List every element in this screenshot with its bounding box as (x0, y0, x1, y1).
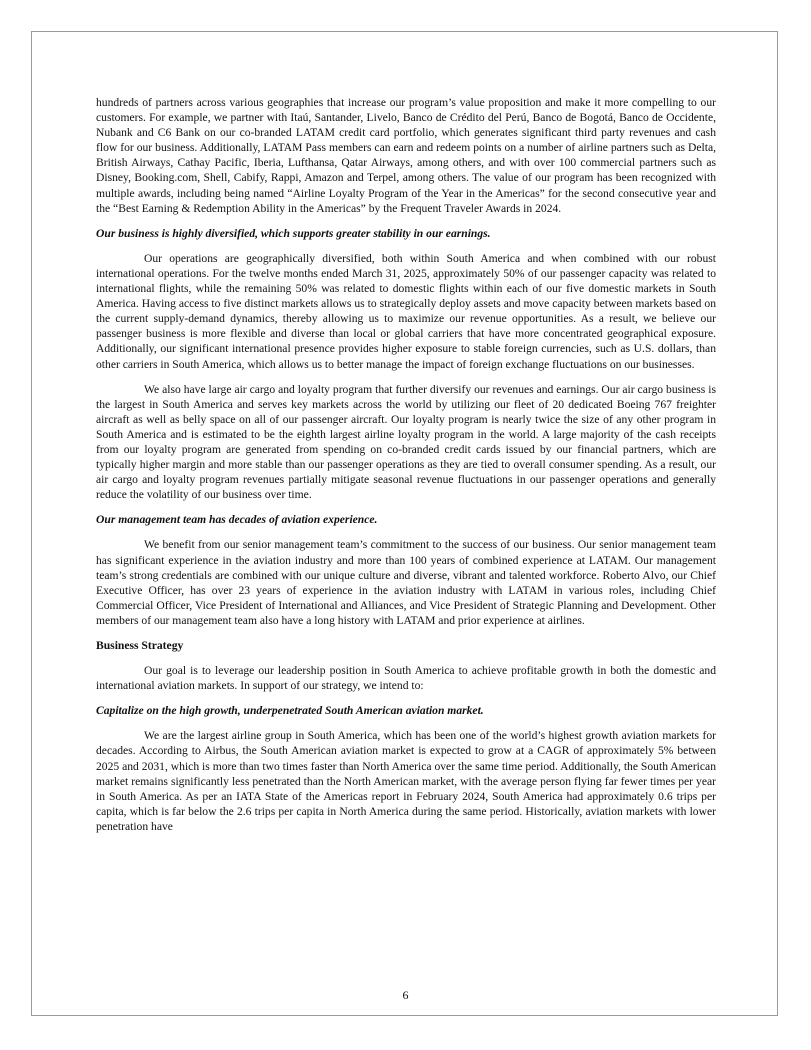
paragraph-cargo-loyalty: We also have large air cargo and loyalty program that further diversify our revenues and earnings. Our air cargo business is the largest in South America and serves key markets across the world by utilizing our fleet of 20 dedicated Boeing 767 freighter aircraft as well as belly space on all of our passenger aircraft. Our loyalty program is nearly twice the size of any other program in South America and is estimated to be the eighth largest airline loyalty program in the world. A large majority of the cash receipts from our loyalty program are generated from spending on co-branded credit cards issued by our financial partners, which are typically higher margin and more stable than our passenger operations as they are tied to overall consumer spending. As a result, our air cargo and loyalty program revenues partially mitigate seasonal revenue fluctuations in our passenger operations and generally reduce the volatility of our business over time. (96, 382, 716, 502)
paragraph-geographic-diversification: Our operations are geographically diversified, both within South America and when combined with our robust international operations. For the twelve months ended March 31, 2025, approximately 50% of our passenger capacity was related to international flights, while the remaining 50% was related to domestic flights within each of our five domestic markets in South America. Having access to five distinct markets allows us to strategically deploy assets and move capacity between markets based on the current supply-demand dynamics, thereby allowing us to maximize our revenue opportunities. As a result, we believe our passenger business is more flexible and diverse than local or global carriers that have more concentrated geographical exposure. Additionally, our significant international presence provides higher exposure to stable foreign currencies, such as U.S. dollars, than other carriers in South America, which allows us to better manage the impact of foreign exchange fluctuations on our businesses. (96, 251, 716, 371)
heading-management-team: Our management team has decades of aviation experience. (96, 513, 378, 527)
paragraph-management-experience: We benefit from our senior management team’s commitment to the success of our business. Our senior management team has significant experience in the aviation industry and more than 100 years of combined experience at LATAM. Our management team’s strong credentials are combined with our unique culture and diverse, vibrant and talented workforce. Roberto Alvo, our Chief Executive Officer, has over 23 years of experience in the aviation industry with LATAM in various roles, including Chief Commercial Officer, Vice President of International and Alliances, and Vice President of Strategic Planning and Development. Other members of our management team also have a long history with LATAM and prior experience at airlines. (96, 538, 716, 627)
paragraph-strategy-goal: Our goal is to leverage our leadership position in South America to achieve profitable growth in both the domestic and international aviation markets. In support of our strategy, we intend to: (96, 664, 716, 693)
heading-diversified-business: Our business is highly diversified, which supports greater stability in our earnings. (96, 226, 491, 240)
paragraph-south-american-market: We are the largest airline group in South America, which has been one of the world’s highest growth aviation markets for decades. According to Airbus, the South American aviation market is expected to grow at a CAGR of approximately 5% between 2025 and 2031, which is more than two times faster than North America over the same time period. Additionally, the South American market remains significantly less penetrated than the North American market, with the average person flying far fewer times per year in South America. As per an IATA State of the Americas report in February 2024, South America had approximately 0.6 trips per capita, which is far below the 2.6 trips per capita in North America during the same period. Historically, aviation markets with lower penetration have (96, 729, 716, 833)
heading-capitalize-growth: Capitalize on the high growth, underpenetrated South American aviation market. (96, 704, 484, 718)
heading-business-strategy: Business Strategy (96, 639, 184, 652)
document-body (96, 95, 716, 844)
paragraph-loyalty-partners: hundreds of partners across various geographies that increase our program’s value proposition and make it more compelling to our customers. For example, we partner with Itaú, Santander, Livelo, Banco de Crédito del Perú, Banco de Bogotá, Banco de Occidente, Nubank and C6 Bank on our co-branded LATAM credit card portfolio, which generates significant third party revenues and cash flow for our business. Additionally, LATAM Pass members can earn and redeem points on a number of airline partners such as Delta, British Airways, Cathay Pacific, Iberia, Lufthansa, Qatar Airways, among others, and with over 100 commercial partners such as Disney, Booking.com, Shell, Cabify, Rappi, Amazon and Terpel, among others. The value of our program has been recognized with multiple awards, including being named “Airline Loyalty Program of the Year in the Americas” for the second consecutive year and the “Best Earning & Redemption Ability in the Americas” by the Frequent Traveler Awards in 2024. (96, 96, 716, 215)
page-number: 6 (402, 988, 409, 1002)
